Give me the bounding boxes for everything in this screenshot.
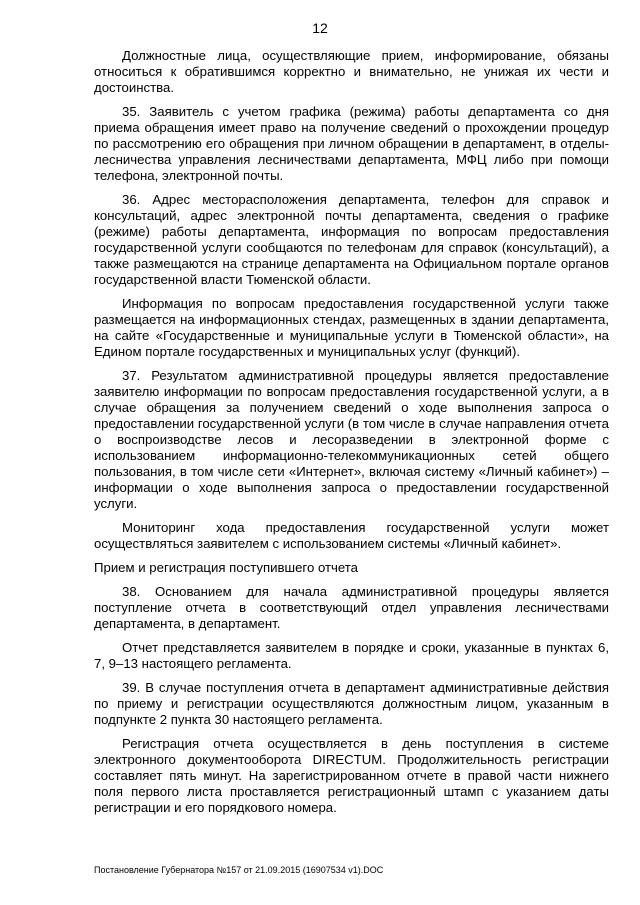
paragraph-info-placement: Информация по вопросам предоставления государственной услуги также размещается на информационных стендах, размещенных в здании департамента, на сайте «Государственные и муниципальные услуги в Тюменской области», на Едином портале государственных и муниципальных услуг (функций).	[94, 296, 609, 359]
section-heading: Прием и регистрация поступившего отчета	[94, 560, 359, 575]
paragraph-36: 36. Адрес месторасположения департамента, телефон для справок и консультаций, адрес электронной почты департамента, сведения о графике (режиме) работы департамента, информация по вопросам предоставления государственной услуги сообщаются по телефонам для справок (консультаций), а также размещаются на странице департамента на Официальном портале органов государственной власти Тюменской области.	[94, 192, 609, 287]
paragraph-39: 39. В случае поступления отчета в департамент административные действия по приему и регистрации осуществляются должностным лицом, указанным в подпункте 2 пункта 30 настоящего регламента.	[94, 680, 609, 727]
paragraph-35: 35. Заявитель с учетом графика (режима) работы департамента со дня приема обращения имеет право на получение сведений о прохождении процедур по рассмотрению его обращения при личном обращении в департамент, в отделы-лесничества управления лесничествами департамента, МФЦ либо при помощи телефона, электронной почты.	[94, 104, 609, 183]
page-number: 12	[312, 20, 328, 36]
paragraph-conduct: Должностные лица, осуществляющие прием, информирование, обязаны относиться к обратившимся корректно и внимательно, не унижая их чести и достоинства.	[94, 48, 609, 95]
paragraph-38: 38. Основанием для начала административной процедуры является поступление отчета в соответствующий отдел управления лесничествами департамента, в департамент.	[94, 584, 609, 631]
paragraph-registration: Регистрация отчета осуществляется в день поступления в системе электронного документооборота DIRECTUM. Продолжительность регистрации составляет пять минут. На зарегистрированном отчете в правой части нижнего поля первого листа проставляется регистрационный штамп с указанием даты регистрации и его порядкового номера.	[94, 736, 609, 815]
paragraph-monitoring: Мониторинг хода предоставления государственной услуги может осуществляться заявителем с использованием системы «Личный кабинет».	[94, 520, 609, 551]
paragraph-report-terms: Отчет представляется заявителем в порядке и сроки, указанные в пунктах 6, 7, 9–13 настоящего регламента.	[94, 640, 609, 671]
document-footer: Постановление Губернатора №157 от 21.09.2015 (16907534 v1).DOC	[94, 865, 384, 875]
paragraph-37: 37. Результатом административной процедуры является предоставление заявителю информации по вопросам предоставления государственной услуги, а в случае обращения за получением сведений о ходе выполнения запроса о предоставлении государственной услуги (в том числе в случае направления отчета о воспроизводстве лесов и лесоразведении в электронной форме с использованием информационно-телекоммуникационных сетей общего пользования, в том числе сети «Интернет», включая систему «Личный кабинет») – информации о ходе выполнения запроса о предоставлении государственной услуги.	[94, 368, 609, 511]
document-body	[94, 48, 609, 824]
